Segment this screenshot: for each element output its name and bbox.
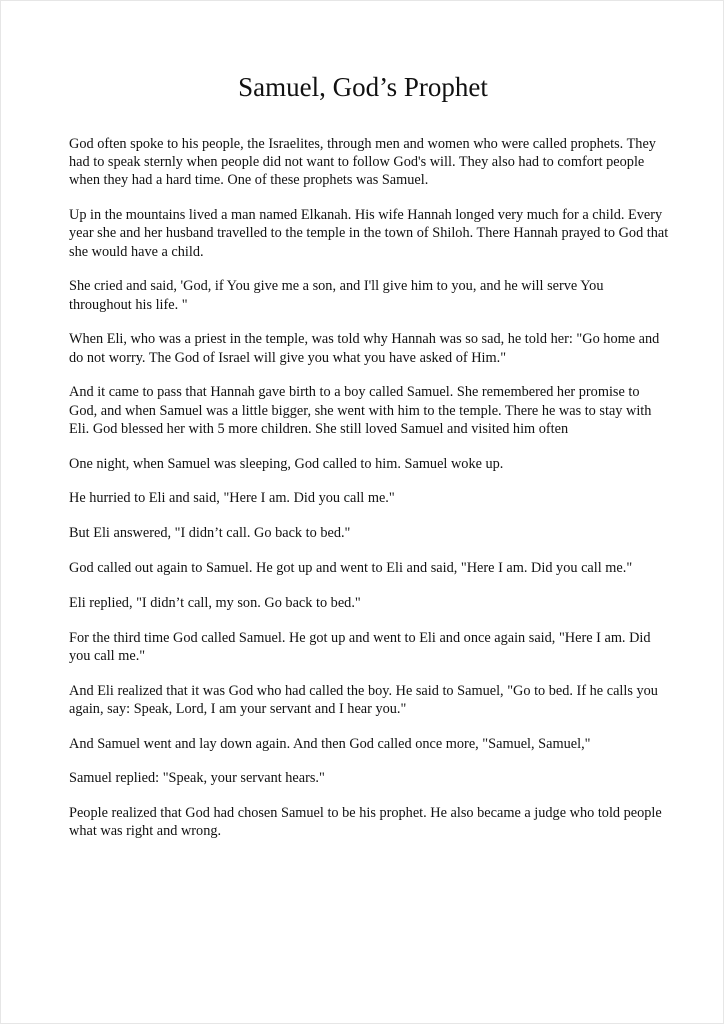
paragraph-5: And it came to pass that Hannah gave birth to a boy called Samuel. She remembered her promise to God, and when Samuel was a little bigger, she went with him to the temple. There he was to stay with Eli. God blessed her with 5 more children. She still loved Samuel and visited him often: [69, 384, 652, 437]
paragraph-8: But Eli answered, "I didn’t call. Go back to bed.": [69, 525, 351, 542]
paragraph-2: Up in the mountains lived a man named Elkanah. His wife Hannah longed very much for a child. Every year she and her husband travelled to the temple in the town of Shiloh. There Hannah prayed to God that she would have a child.: [69, 207, 669, 260]
paragraph-3: She cried and said, 'God, if You give me a son, and I'll give him to you, and he will serve You throughout his life. ": [69, 278, 604, 313]
page-title: Samuel, God’s Prophet: [238, 72, 488, 102]
paragraph-6: One night, when Samuel was sleeping, God called to him. Samuel woke up.: [69, 455, 504, 472]
paragraph-12: And Eli realized that it was God who had called the boy. He said to Samuel, "Go to bed. If he calls you again, say: Speak, Lord, I am your servant and I hear you.": [69, 682, 658, 717]
paragraph-11: For the third time God called Samuel. He got up and went to Eli and once again said, "Here I am. Did you call me.": [69, 629, 651, 664]
paragraph-7: He hurried to Eli and said, "Here I am. Did you call me.": [69, 490, 395, 507]
paragraph-14: Samuel replied: "Speak, your servant hears.": [69, 770, 325, 787]
paragraph-13: And Samuel went and lay down again. And then God called once more, "Samuel, Samuel,": [69, 735, 591, 752]
paragraph-1: God often spoke to his people, the Israelites, through men and women who were called prophets. They had to speak sternly when people did not want to follow God's will. They also had to comfort people when they had a hard time. One of these prophets was Samuel.: [69, 136, 656, 189]
paragraph-15: People realized that God had chosen Samuel to be his prophet. He also became a judge who told people what was right and wrong.: [69, 805, 662, 840]
document-body: [69, 135, 669, 857]
paragraph-10: Eli replied, "I didn’t call, my son. Go back to bed.": [69, 594, 361, 611]
paragraph-9: God called out again to Samuel. He got up and went to Eli and said, "Here I am. Did you call me.": [69, 560, 633, 576]
paragraph-4: When Eli, who was a priest in the temple, was told why Hannah was so sad, he told her: "Go home and do not worry. The God of Israel will give you what you have asked of Him.": [69, 331, 660, 366]
